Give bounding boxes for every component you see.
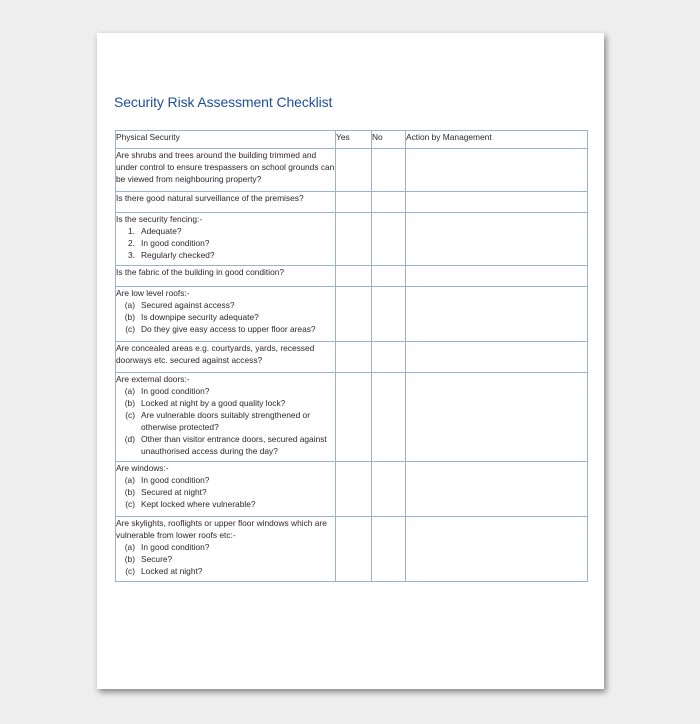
question-cell	[116, 373, 336, 462]
question-text: Are external doors:-	[116, 374, 190, 384]
yes-cell[interactable]	[336, 342, 372, 373]
header-row	[116, 131, 588, 149]
list-marker: (c)	[125, 324, 135, 334]
action-cell[interactable]	[406, 373, 588, 462]
list-item	[116, 299, 335, 311]
sub-item-list	[116, 385, 335, 457]
document-page	[97, 33, 604, 689]
no-header: No	[372, 131, 406, 149]
question-cell	[116, 517, 336, 582]
list-item-text: In good condition?	[141, 238, 210, 248]
list-item	[116, 409, 335, 433]
list-item-text: Regularly checked?	[141, 250, 215, 260]
sub-item-list	[116, 541, 335, 577]
no-cell[interactable]	[372, 462, 406, 517]
question-text: Are low level roofs:-	[116, 288, 190, 298]
no-cell[interactable]	[372, 192, 406, 213]
yes-cell[interactable]	[336, 213, 372, 266]
no-cell[interactable]	[372, 287, 406, 342]
list-item-text: In good condition?	[141, 386, 210, 396]
list-item-text: Secured against access?	[141, 300, 235, 310]
table-row	[116, 462, 588, 517]
list-marker: (c)	[125, 410, 135, 420]
table-row	[116, 266, 588, 287]
question-cell	[116, 287, 336, 342]
list-item-text: In good condition?	[141, 542, 210, 552]
no-cell[interactable]	[372, 149, 406, 192]
list-item-text: Is downpipe security adequate?	[141, 312, 259, 322]
action-cell[interactable]	[406, 287, 588, 342]
list-item	[116, 249, 335, 261]
list-item	[116, 474, 335, 486]
list-item	[116, 541, 335, 553]
list-item	[116, 498, 335, 510]
list-item-text: Secure?	[141, 554, 173, 564]
list-item	[116, 311, 335, 323]
sub-item-list	[116, 225, 335, 261]
list-marker: 3.	[128, 250, 135, 260]
list-item	[116, 385, 335, 397]
list-item	[116, 553, 335, 565]
list-marker: (b)	[124, 398, 135, 408]
section-header: Physical Security	[116, 131, 336, 149]
yes-cell[interactable]	[336, 149, 372, 192]
question-text: Is there good natural surveillance of the premises?	[116, 193, 304, 203]
no-cell[interactable]	[372, 266, 406, 287]
table-row	[116, 517, 588, 582]
action-cell[interactable]	[406, 517, 588, 582]
question-cell	[116, 213, 336, 266]
action-cell[interactable]	[406, 462, 588, 517]
action-cell[interactable]	[406, 342, 588, 373]
question-cell	[116, 266, 336, 287]
list-item	[116, 397, 335, 409]
list-item	[116, 486, 335, 498]
list-item-text: Locked at night?	[141, 566, 203, 576]
list-marker: (c)	[125, 499, 135, 509]
list-item	[116, 225, 335, 237]
list-item-text: Adequate?	[141, 226, 182, 236]
list-item	[116, 237, 335, 249]
table-row	[116, 213, 588, 266]
action-cell[interactable]	[406, 192, 588, 213]
checklist-table	[115, 130, 588, 582]
sub-item-list	[116, 299, 335, 335]
list-marker: (c)	[125, 566, 135, 576]
list-item-text: Locked at night by a good quality lock?	[141, 398, 286, 408]
question-cell	[116, 342, 336, 373]
question-text: Are skylights, rooflights or upper floor windows which are vulnerable from lower roofs etc:-	[116, 518, 327, 540]
table-row	[116, 287, 588, 342]
question-text: Is the security fencing:-	[116, 214, 203, 224]
list-marker: (a)	[124, 542, 135, 552]
action-cell[interactable]	[406, 213, 588, 266]
list-item	[116, 565, 335, 577]
question-text: Are concealed areas e.g. courtyards, yards, recessed doorways etc. secured against access?	[116, 343, 315, 365]
yes-cell[interactable]	[336, 517, 372, 582]
question-cell	[116, 192, 336, 213]
list-item-text: Kept locked where vulnerable?	[141, 499, 256, 509]
list-marker: (b)	[124, 312, 135, 322]
list-item	[116, 433, 335, 457]
yes-header: Yes	[336, 131, 372, 149]
list-marker: (b)	[124, 554, 135, 564]
question-text: Is the fabric of the building in good condition?	[116, 267, 285, 277]
list-marker: 2.	[128, 238, 135, 248]
list-item-text: Other than visitor entrance doors, secured against unauthorised access during the day?	[141, 434, 327, 456]
list-marker: (b)	[124, 487, 135, 497]
question-cell	[116, 462, 336, 517]
yes-cell[interactable]	[336, 287, 372, 342]
question-cell	[116, 149, 336, 192]
list-item-text: Do they give easy access to upper floor areas?	[141, 324, 316, 334]
no-cell[interactable]	[372, 342, 406, 373]
question-text: Are shrubs and trees around the building trimmed and under control to ensure trespassers on school grounds can be viewed from neighbouring property?	[116, 150, 335, 184]
no-cell[interactable]	[372, 517, 406, 582]
table-row	[116, 149, 588, 192]
sub-item-list	[116, 474, 335, 510]
table-row	[116, 342, 588, 373]
document-title: Security Risk Assessment Checklist	[114, 94, 333, 110]
no-cell[interactable]	[372, 213, 406, 266]
list-marker: (a)	[124, 386, 135, 396]
list-marker: (a)	[124, 300, 135, 310]
yes-cell[interactable]	[336, 192, 372, 213]
action-cell[interactable]	[406, 266, 588, 287]
no-cell[interactable]	[372, 373, 406, 462]
list-marker: (d)	[124, 434, 135, 444]
list-item-text: Are vulnerable doors suitably strengthened or otherwise protected?	[141, 410, 310, 432]
list-item-text: In good condition?	[141, 475, 210, 485]
table-row	[116, 373, 588, 462]
action-cell[interactable]	[406, 149, 588, 192]
list-item-text: Secured at night?	[141, 487, 207, 497]
list-item	[116, 323, 335, 335]
list-marker: 1.	[128, 226, 135, 236]
action-header: Action by Management	[406, 131, 588, 149]
yes-cell[interactable]	[336, 373, 372, 462]
question-text: Are windows:-	[116, 463, 169, 473]
yes-cell[interactable]	[336, 266, 372, 287]
list-marker: (a)	[124, 475, 135, 485]
yes-cell[interactable]	[336, 462, 372, 517]
table-row	[116, 192, 588, 213]
